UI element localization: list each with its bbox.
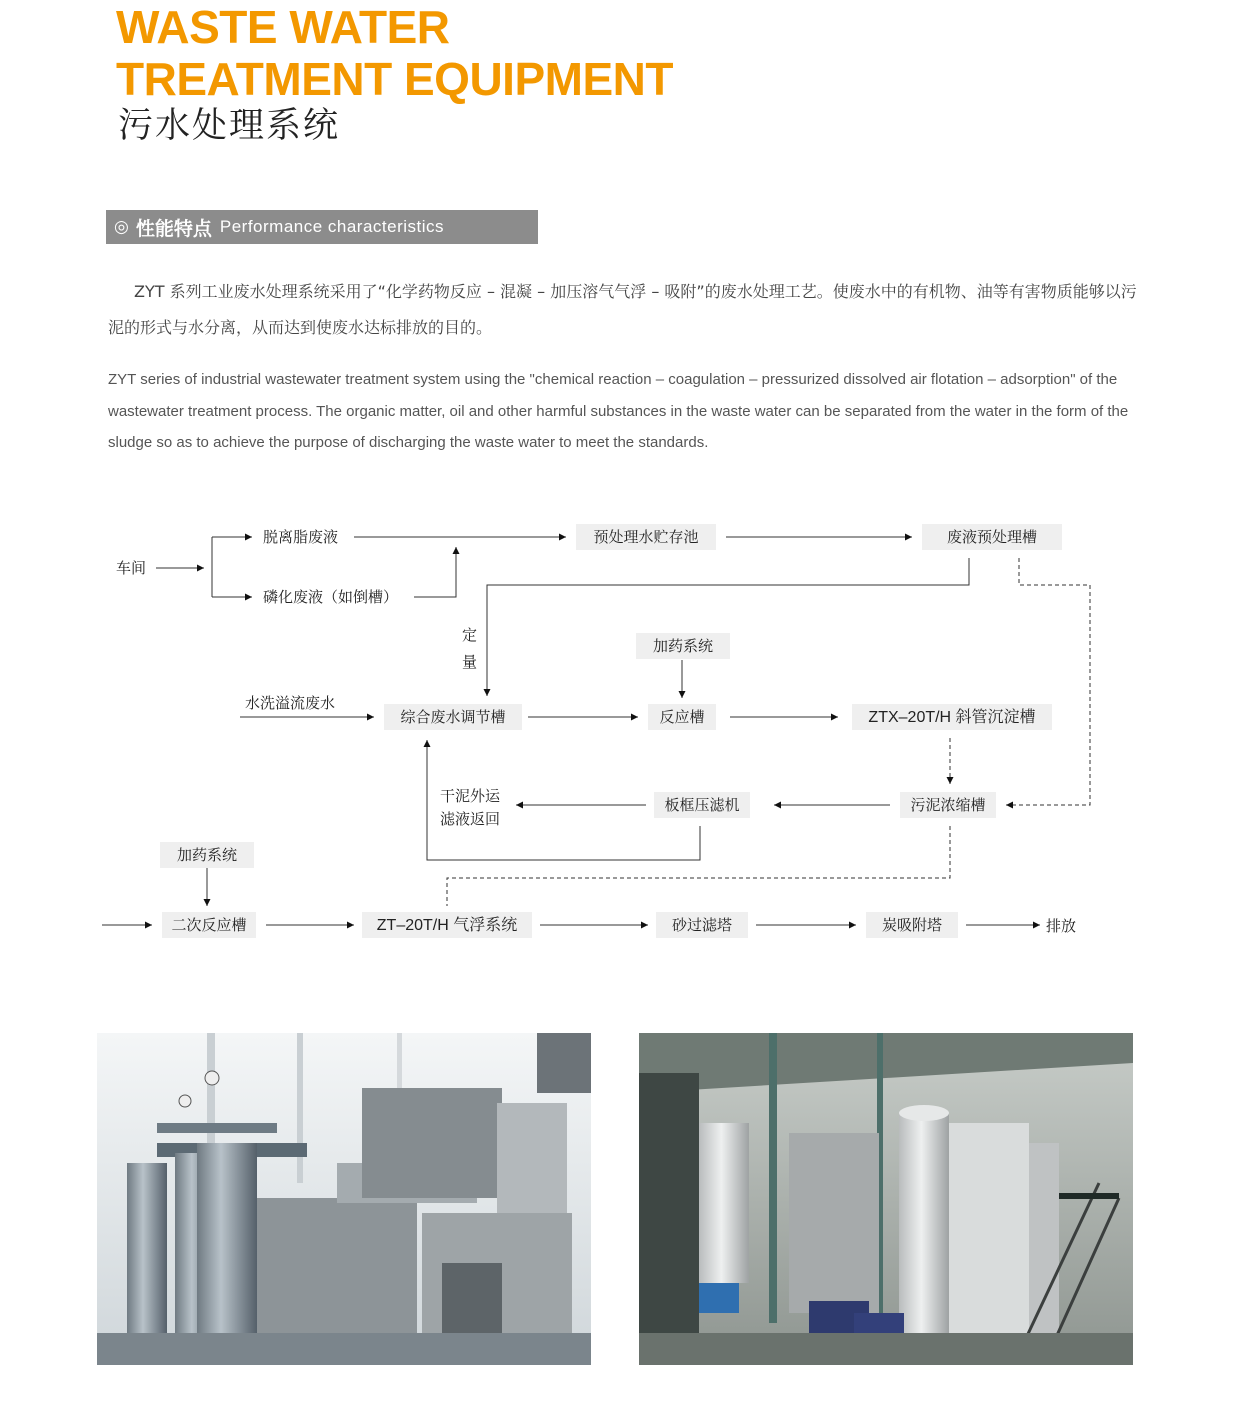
svg-text:砂过滤塔: 砂过滤塔: [671, 916, 733, 934]
svg-text:综合废水调节槽: 综合废水调节槽: [400, 708, 506, 726]
node-sludge-out-1: 干泥外运: [440, 787, 501, 805]
node-dosing-1: [636, 633, 730, 659]
process-flow-diagram: [0, 500, 1244, 960]
svg-text:预处理水贮存池: 预处理水贮存池: [593, 528, 699, 546]
svg-text:污泥浓缩槽: 污泥浓缩槽: [910, 796, 986, 814]
node-sludge-out-2: 滤液返回: [440, 810, 501, 828]
section-title-cn: 性能特点: [135, 217, 212, 240]
node-phosphating: 磷化废液（如倒槽）: [263, 588, 399, 606]
section-header: [106, 210, 538, 244]
node-regulating-tank: [384, 704, 522, 730]
title-cn: 污水处理系统: [118, 106, 341, 146]
description-cn: ZYT 系列工业废水处理系统采用了“化学药物反应 – 混凝 – 加压溶气气浮 – 吸附”的废水处理工艺。使废水中的有机物、油等有害物质能够以污泥的形式与水分离，从而达到使废水达标排放的目的。: [108, 282, 1137, 337]
circle-bullet-icon: ◎: [114, 217, 129, 237]
description-en: ZYT series of industrial wastewater treatment system using the "chemical reaction – coagulation – pressurized dissolved air flotation – adsorption" of the wastewater treatment process. The organic matter, oil and other harmful substances in the waste water can be separated from the water in the form of the sludge so as to achieve the purpose of discharging the waste water to meet the standards.: [108, 371, 1129, 451]
node-sludge-thickener: [900, 792, 996, 818]
svg-text:二次反应槽: 二次反应槽: [171, 916, 247, 934]
node-flotation-system: [362, 912, 532, 938]
svg-text:炭吸附塔: 炭吸附塔: [881, 916, 943, 934]
node-workshop: 车间: [116, 559, 147, 577]
section-title-en: Performance characteristics: [219, 217, 445, 236]
label-quantitative-1: 定: [462, 626, 478, 644]
node-settling-tank: [852, 704, 1052, 730]
node-overflow: 水洗溢流废水: [245, 694, 336, 712]
svg-text:废液预处理槽: 废液预处理槽: [946, 528, 1038, 546]
equipment-photo-1: [97, 1033, 591, 1365]
node-pretreat-tank: [922, 524, 1062, 550]
svg-text:ZT–20T/H 气浮系统: ZT–20T/H 气浮系统: [376, 917, 518, 934]
svg-text:加药系统: 加药系统: [176, 846, 238, 864]
node-secondary-reaction: [162, 912, 256, 938]
svg-text:加药系统: 加药系统: [652, 637, 714, 655]
title-en-line2: TREATMENT EQUIPMENT: [116, 53, 673, 105]
node-pretreat-pool: [576, 524, 716, 550]
node-sand-filter: [656, 912, 748, 938]
svg-text:板框压滤机: 板框压滤机: [664, 796, 740, 814]
node-carbon-adsorption: [866, 912, 958, 938]
node-dosing-2: [160, 842, 254, 868]
node-reaction-tank: [648, 704, 716, 730]
svg-text:ZTX–20T/H 斜管沉淀槽: ZTX–20T/H 斜管沉淀槽: [868, 709, 1036, 726]
title-en-line1: WASTE WATER: [116, 1, 450, 53]
node-discharge: 排放: [1046, 917, 1077, 935]
label-quantitative-2: 量: [462, 653, 478, 671]
node-filter-press: [654, 792, 750, 818]
node-degreasing: 脱离脂废液: [263, 528, 339, 546]
svg-text:反应槽: 反应槽: [659, 708, 705, 726]
equipment-photo-2: [639, 1033, 1133, 1365]
